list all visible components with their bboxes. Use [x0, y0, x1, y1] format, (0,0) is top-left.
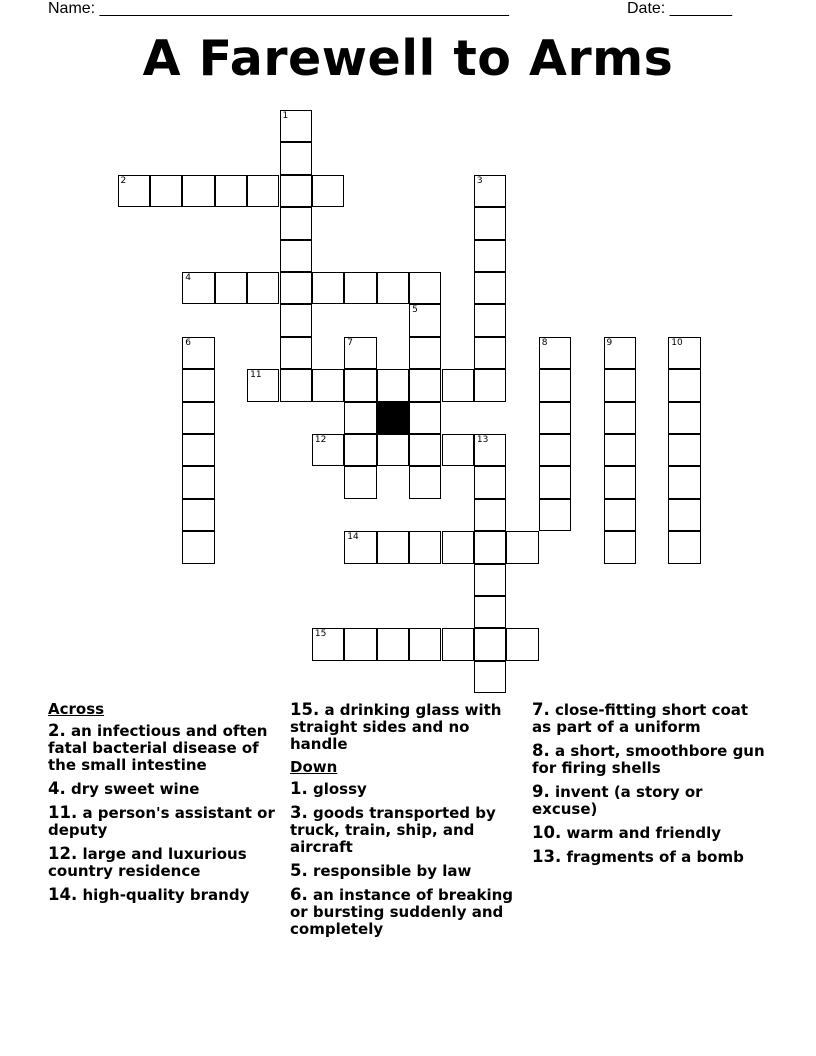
clues-column-3 [532, 701, 772, 872]
crossword-cell[interactable] [344, 337, 376, 369]
clues-column-2 [290, 701, 526, 944]
crossword-cell[interactable] [344, 531, 376, 563]
crossword-cell[interactable] [182, 531, 214, 563]
crossword-cell[interactable] [474, 628, 506, 660]
crossword-cell[interactable] [539, 337, 571, 369]
crossword-cell[interactable] [312, 175, 344, 207]
crossword-cell[interactable] [377, 434, 409, 466]
crossword-cell[interactable] [668, 402, 700, 434]
crossword-cell[interactable] [474, 207, 506, 239]
clue-text: invent (a story or excuse) [532, 783, 703, 818]
crossword-cell[interactable] [474, 272, 506, 304]
clue-number: 5. [290, 861, 308, 880]
clue-number: 11. [48, 803, 78, 822]
crossword-cell[interactable] [474, 661, 506, 693]
crossword-cell[interactable] [312, 628, 344, 660]
crossword-cell[interactable] [344, 369, 376, 401]
crossword-cell[interactable] [247, 272, 279, 304]
name-field[interactable]: Name: ______________________________________________ [48, 0, 509, 17]
clue-text: a person's assistant or deputy [48, 804, 275, 839]
crossword-cell[interactable] [539, 434, 571, 466]
crossword-cell[interactable] [344, 434, 376, 466]
clue-item [532, 701, 772, 736]
crossword-cell[interactable] [474, 499, 506, 531]
clue-text: glossy [307, 780, 367, 798]
crossword-cell[interactable] [377, 272, 409, 304]
crossword-cell[interactable] [539, 369, 571, 401]
clue-text: close-fitting short coat as part of a uniform [532, 701, 749, 736]
clue-text: a drinking glass with straight sides and no handle [290, 701, 502, 753]
across-clue-list-continued [290, 701, 526, 753]
clue-number: 1 [282, 111, 289, 121]
crossword-cell[interactable] [474, 434, 506, 466]
crossword-cell[interactable] [280, 369, 312, 401]
crossword-cell[interactable] [539, 499, 571, 531]
clue-item [532, 848, 772, 866]
clue-number: 13 [476, 435, 489, 445]
clue-text: goods transported by truck, train, ship, and aircraft [290, 804, 496, 856]
crossword-cell[interactable] [280, 240, 312, 272]
crossword-cell[interactable] [182, 466, 214, 498]
crossword-cell[interactable] [668, 337, 700, 369]
crossword-cell[interactable] [604, 337, 636, 369]
clue-text: an instance of breaking or bursting suddenly and completely [290, 886, 514, 938]
crossword-cell[interactable] [215, 272, 247, 304]
crossword-cell[interactable] [474, 531, 506, 563]
clue-number: 1. [290, 779, 308, 798]
crossword-cell[interactable] [344, 628, 376, 660]
clue-item [290, 701, 526, 753]
crossword-cell[interactable] [215, 175, 247, 207]
black-square [377, 402, 409, 434]
crossword-cell[interactable] [668, 369, 700, 401]
clue-number: 13. [532, 847, 562, 866]
crossword-cell[interactable] [344, 402, 376, 434]
crossword-cell[interactable] [668, 434, 700, 466]
crossword-cell[interactable] [344, 466, 376, 498]
clue-text: fragments of a bomb [561, 848, 744, 866]
across-clue-list [48, 722, 280, 904]
clue-item [48, 886, 280, 904]
crossword-cell[interactable] [539, 402, 571, 434]
crossword-cell[interactable] [312, 369, 344, 401]
clue-number: 6 [185, 337, 192, 348]
clue-number: 3. [290, 803, 308, 822]
clue-number: 9. [532, 782, 550, 801]
crossword-cell[interactable] [280, 304, 312, 336]
clue-number: 15. [290, 700, 320, 719]
crossword-cell[interactable] [409, 531, 441, 563]
clue-item [532, 824, 772, 842]
crossword-cell[interactable] [604, 402, 636, 434]
crossword-cell[interactable] [312, 434, 344, 466]
clue-text: large and luxurious country residence [48, 845, 247, 880]
crossword-cell[interactable] [474, 304, 506, 336]
clue-item [48, 722, 280, 774]
crossword-cell[interactable] [280, 110, 312, 142]
clue-text: warm and friendly [561, 824, 722, 842]
crossword-cell[interactable] [668, 531, 700, 563]
crossword-cell[interactable] [377, 628, 409, 660]
crossword-cell[interactable] [409, 369, 441, 401]
clue-number: 7. [532, 700, 550, 719]
clue-number: 7 [347, 337, 354, 348]
crossword-cell[interactable] [150, 175, 182, 207]
crossword-cell[interactable] [280, 142, 312, 174]
clues-column-1 [48, 701, 280, 910]
down-clue-list [290, 780, 526, 938]
clue-text: high-quality brandy [77, 886, 250, 904]
clue-number: 4. [48, 779, 66, 798]
clue-number: 2 [120, 175, 127, 186]
crossword-cell[interactable] [409, 337, 441, 369]
crossword-cell[interactable] [604, 466, 636, 498]
crossword-cell[interactable] [280, 272, 312, 304]
clue-text: a short, smoothbore gun for firing shells [532, 742, 765, 777]
clue-text: an infectious and often fatal bacterial disease of the small intestine [48, 722, 268, 774]
clue-number: 9 [606, 337, 613, 348]
clue-item [532, 742, 772, 777]
crossword-cell[interactable] [442, 531, 474, 563]
crossword-cell[interactable] [506, 628, 538, 660]
clue-number: 8. [532, 741, 550, 760]
puzzle-title: A Farewell to Arms [142, 30, 674, 87]
crossword-cell[interactable] [312, 272, 344, 304]
clue-number: 10. [532, 823, 562, 842]
crossword-cell[interactable] [604, 499, 636, 531]
crossword-cell[interactable] [474, 596, 506, 628]
crossword-cell[interactable] [442, 369, 474, 401]
clue-number: 10 [671, 337, 683, 348]
crossword-cell[interactable] [506, 531, 538, 563]
crossword-cell[interactable] [409, 402, 441, 434]
crossword-cell[interactable] [474, 369, 506, 401]
clue-item [290, 780, 526, 798]
clue-item [48, 804, 280, 839]
clue-number: 12 [314, 435, 327, 445]
clue-number: 15 [314, 629, 327, 640]
crossword-cell[interactable] [182, 434, 214, 466]
crossword-cell[interactable] [280, 207, 312, 239]
clue-number: 14. [48, 885, 78, 904]
crossword-cell[interactable] [280, 175, 312, 207]
crossword-cell[interactable] [182, 272, 214, 304]
date-field[interactable]: Date: _______ [627, 0, 732, 17]
clue-number: 8 [541, 337, 548, 348]
crossword-cell[interactable] [182, 175, 214, 207]
crossword-cell[interactable] [182, 369, 214, 401]
crossword-cell[interactable] [668, 499, 700, 531]
clue-number: 3 [476, 175, 483, 186]
crossword-cell[interactable] [442, 628, 474, 660]
crossword-cell[interactable] [442, 434, 474, 466]
crossword-cell[interactable] [182, 499, 214, 531]
crossword-cell[interactable] [604, 531, 636, 563]
clue-number: 11 [250, 370, 262, 381]
clue-item [532, 783, 772, 818]
crossword-cell[interactable] [409, 466, 441, 498]
crossword-cell[interactable] [280, 337, 312, 369]
crossword-cell[interactable] [474, 466, 506, 498]
crossword-cell[interactable] [247, 175, 279, 207]
clue-number: 2. [48, 721, 66, 740]
crossword-cell[interactable] [474, 240, 506, 272]
across-heading: Across [48, 700, 105, 718]
crossword-cell[interactable] [409, 628, 441, 660]
clue-item [48, 780, 280, 798]
crossword-cell[interactable] [182, 337, 214, 369]
crossword-cell[interactable] [377, 531, 409, 563]
clue-text: dry sweet wine [65, 780, 200, 798]
crossword-cell[interactable] [182, 402, 214, 434]
down-heading: Down [290, 758, 338, 776]
crossword-cell[interactable] [474, 175, 506, 207]
crossword-cell[interactable] [377, 369, 409, 401]
crossword-cell[interactable] [668, 466, 700, 498]
down-clue-list-continued [532, 701, 772, 866]
crossword-cell[interactable] [247, 369, 279, 401]
crossword-cell[interactable] [539, 466, 571, 498]
clue-number: 4 [185, 273, 192, 283]
crossword-cell[interactable] [474, 564, 506, 596]
clue-item [48, 845, 280, 880]
crossword-cell[interactable] [409, 304, 441, 336]
crossword-cell[interactable] [604, 434, 636, 466]
crossword-cell[interactable] [604, 369, 636, 401]
clue-number: 6. [290, 885, 308, 904]
clue-number: 12. [48, 844, 78, 863]
clue-number: 5 [412, 305, 418, 316]
clue-text: responsible by law [307, 862, 472, 880]
clue-item [290, 862, 526, 880]
crossword-cell[interactable] [474, 337, 506, 369]
crossword-cell[interactable] [409, 272, 441, 304]
clue-item [290, 804, 526, 856]
crossword-cell[interactable] [344, 272, 376, 304]
crossword-cell[interactable] [118, 175, 150, 207]
crossword-cell[interactable] [409, 434, 441, 466]
clue-number: 14 [347, 532, 359, 543]
clue-item [290, 886, 526, 938]
